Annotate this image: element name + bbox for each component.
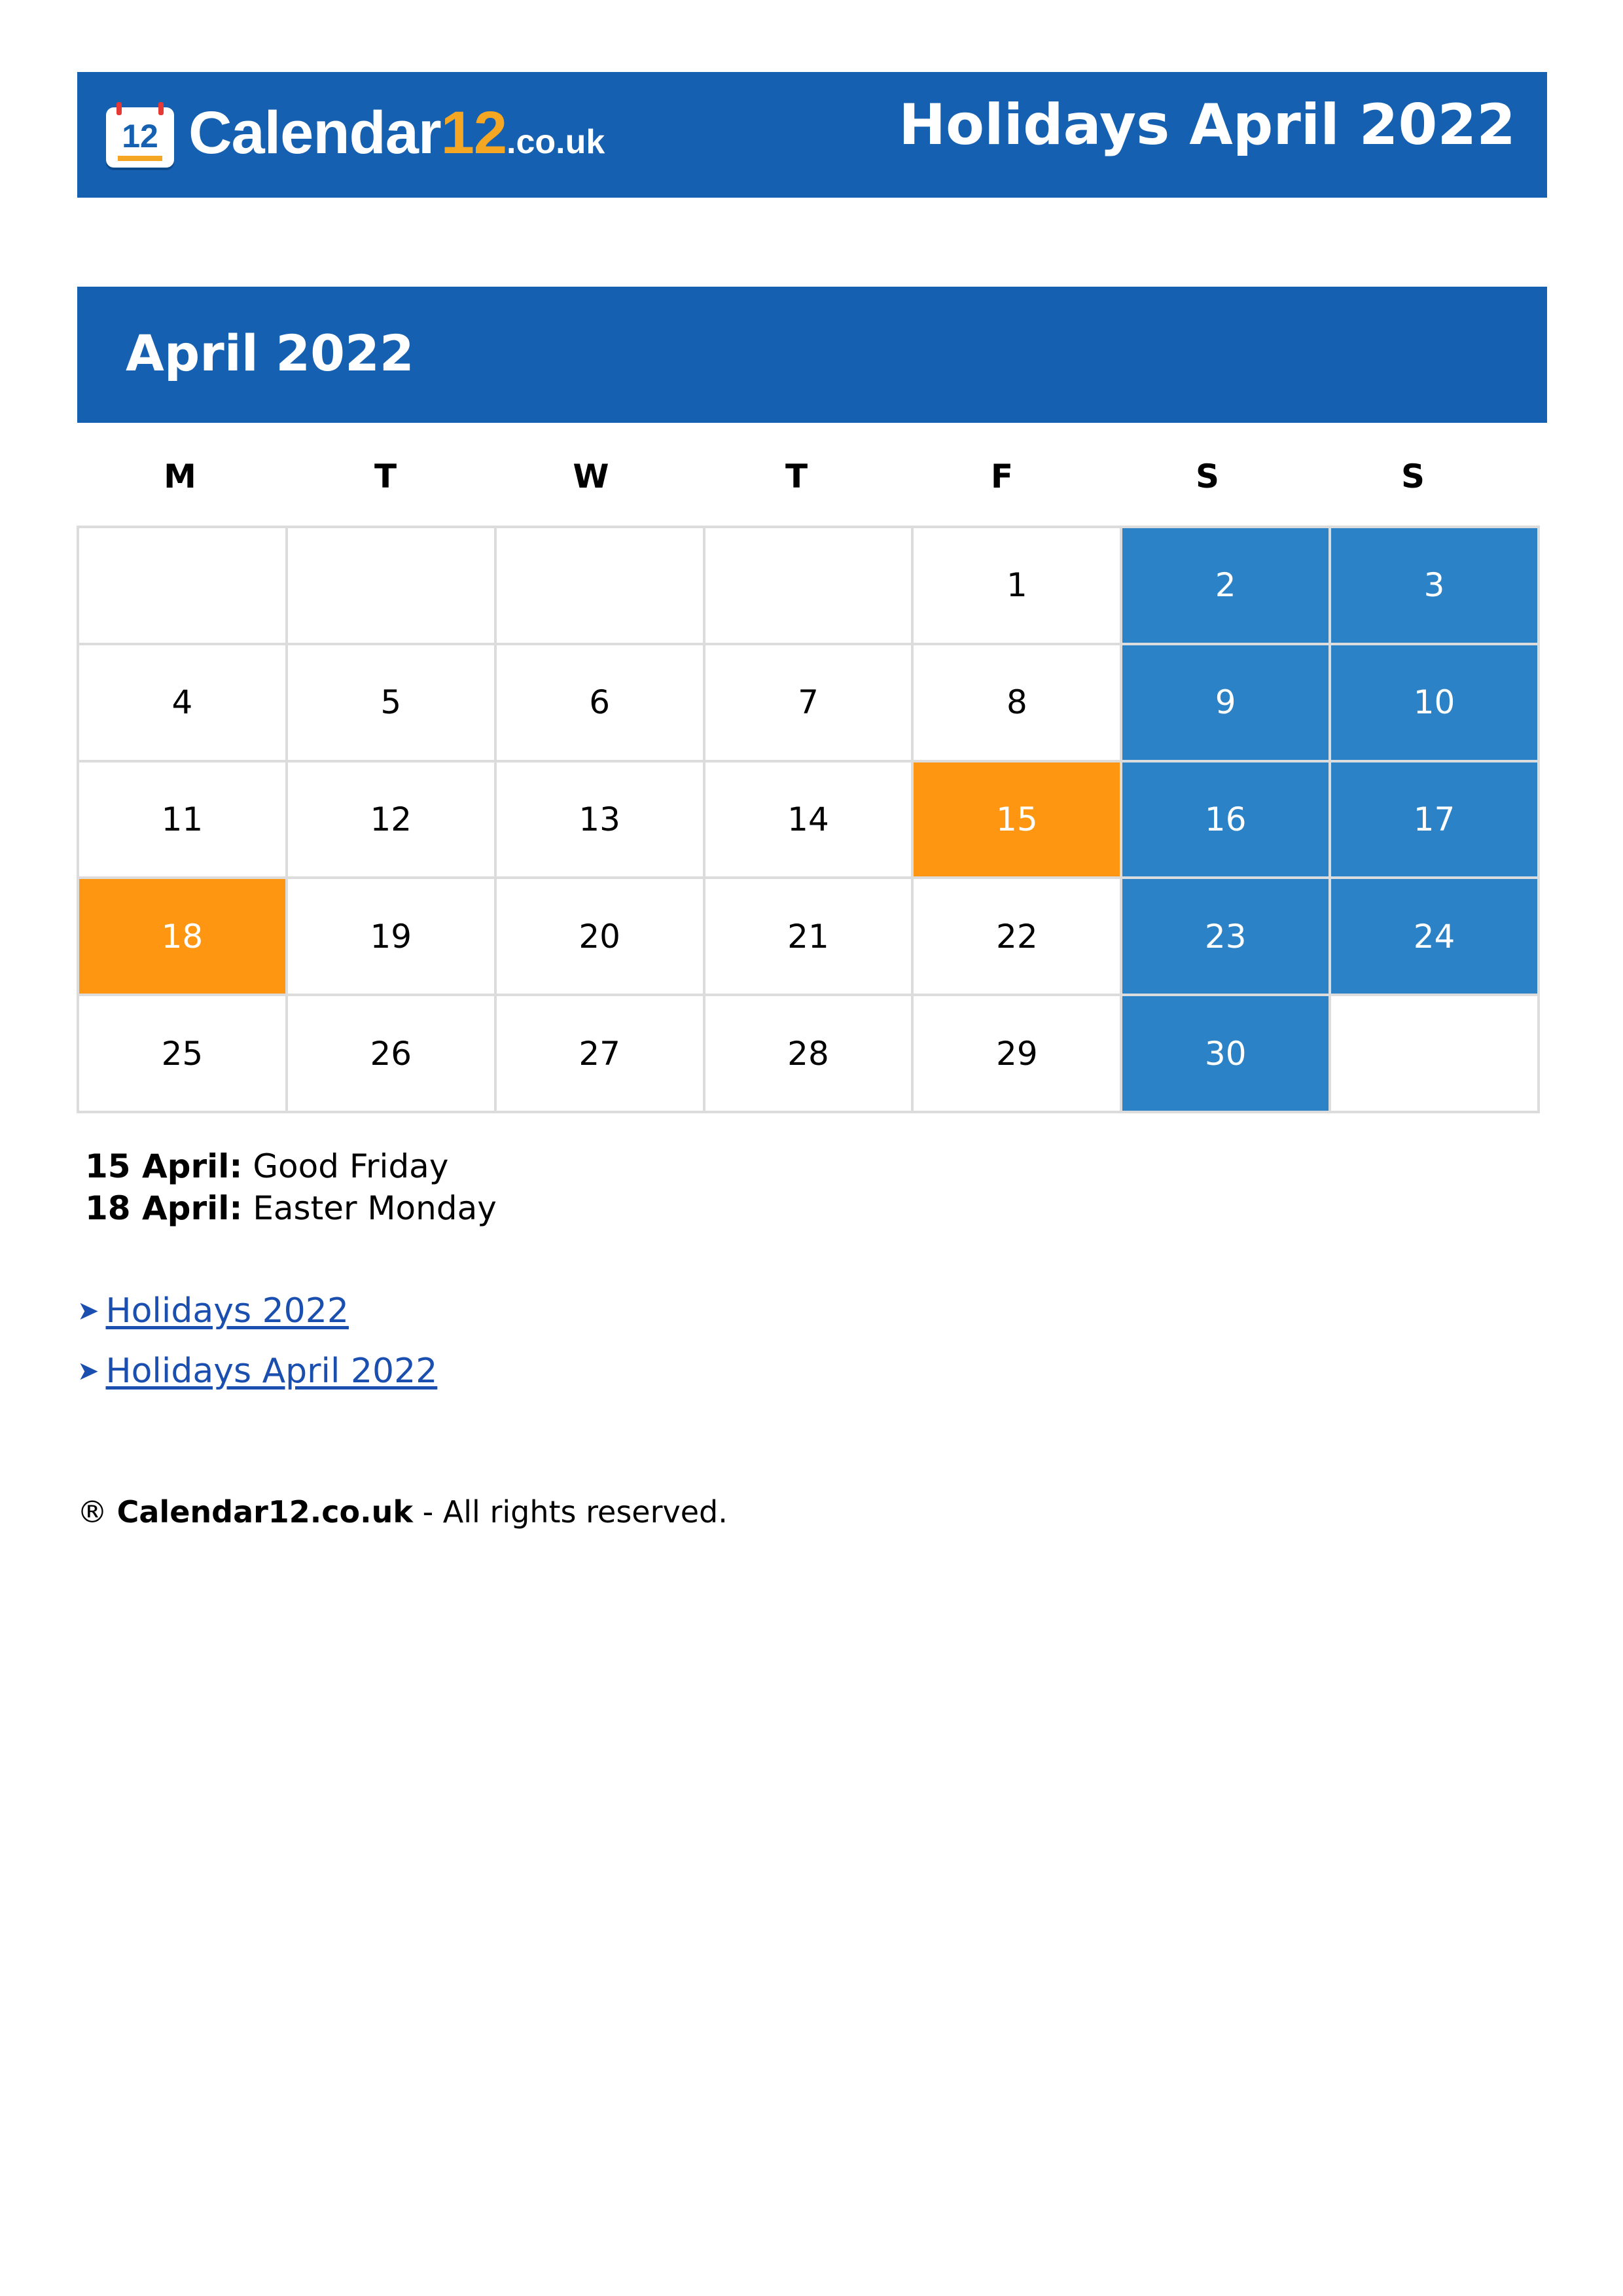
calendar-day-cell: 20 [497, 879, 703, 994]
site-logo[interactable] [106, 99, 605, 170]
calendar-empty-cell [79, 528, 285, 643]
calendar-day-cell: 5 [288, 645, 494, 760]
calendar-day-cell: 29 [914, 996, 1120, 1111]
calendar-grid [77, 526, 1540, 1113]
calendar-day-cell: 10 [1331, 645, 1537, 760]
calendar-day-cell: 27 [497, 996, 703, 1111]
arrow-right-icon: ➤ [77, 1296, 99, 1326]
calendar-day-cell: 22 [914, 879, 1120, 994]
calendar-empty-cell [705, 528, 912, 643]
related-links [77, 1288, 437, 1408]
calendar-day-cell: 16 [1122, 762, 1329, 877]
calendar-empty-cell [288, 528, 494, 643]
weekday-label: M [164, 457, 196, 495]
calendar-day-cell: 26 [288, 996, 494, 1111]
calendar-day-cell: 9 [1122, 645, 1329, 760]
weekday-label: T [785, 457, 808, 495]
calendar-day-cell: 21 [705, 879, 912, 994]
weekday-label: S [1195, 457, 1219, 495]
calendar-day-cell: 3 [1331, 528, 1537, 643]
calendar-day-cell: 12 [288, 762, 494, 877]
link-row [77, 1288, 437, 1334]
calendar-day-cell: 11 [79, 762, 285, 877]
link-holidays-month[interactable]: Holidays April 2022 [105, 1352, 438, 1391]
registered-icon: ® [77, 1494, 107, 1530]
arrow-right-icon: ➤ [77, 1356, 99, 1386]
footer-brand: Calendar12.co.uk [116, 1494, 413, 1530]
weekday-label: S [1400, 457, 1425, 495]
calendar-empty-cell [1331, 996, 1537, 1111]
month-banner [77, 287, 1547, 423]
calendar-day-cell: 24 [1331, 879, 1537, 994]
footer [77, 1491, 728, 1533]
logo-wordmark [188, 100, 605, 175]
holiday-name: Good Friday [253, 1147, 449, 1185]
holiday-item [85, 1187, 497, 1229]
calendar-day-cell: 7 [705, 645, 912, 760]
calendar-day-cell: 1 [914, 528, 1120, 643]
calendar-day-cell: 6 [497, 645, 703, 760]
calendar-day-cell: 8 [914, 645, 1120, 760]
calendar-day-cell: 23 [1122, 879, 1329, 994]
weekday-label: T [374, 457, 397, 495]
calendar-day-cell: 2 [1122, 528, 1329, 643]
holiday-date: 15 April: [85, 1147, 243, 1185]
calendar-day-cell: 28 [705, 996, 912, 1111]
logo-tld: .co.uk [507, 123, 605, 161]
weekday-label: W [573, 457, 609, 495]
link-holidays-year[interactable]: Holidays 2022 [105, 1291, 349, 1331]
calendar-day-cell: 30 [1122, 996, 1329, 1111]
holiday-date: 18 April: [85, 1189, 243, 1227]
calendar-day-cell: 4 [79, 645, 285, 760]
holiday-list [85, 1145, 497, 1229]
logo-word: Calendar [188, 99, 441, 166]
month-title: April 2022 [126, 324, 414, 382]
holiday-item [85, 1145, 497, 1187]
holiday-name: Easter Monday [253, 1189, 497, 1227]
calendar-day-cell: 14 [705, 762, 912, 877]
calendar-empty-cell [497, 528, 703, 643]
calendar-day-cell: 13 [497, 762, 703, 877]
weekday-label: F [990, 457, 1014, 495]
calendar-day-cell: 17 [1331, 762, 1537, 877]
calendar-day-cell: 25 [79, 996, 285, 1111]
footer-text: - All rights reserved. [412, 1494, 728, 1530]
site-header [77, 72, 1547, 198]
calendar-day-cell: 19 [288, 879, 494, 994]
logo-icon-number: 12 [122, 118, 158, 154]
logo-number: 12 [440, 99, 507, 166]
weekday-header-row [77, 452, 1541, 501]
calendar-day-cell: 15 [914, 762, 1120, 877]
calendar-logo-icon [106, 107, 174, 168]
page-title: Holidays April 2022 [899, 92, 1516, 158]
link-row [77, 1348, 437, 1394]
calendar-day-cell: 18 [79, 879, 285, 994]
